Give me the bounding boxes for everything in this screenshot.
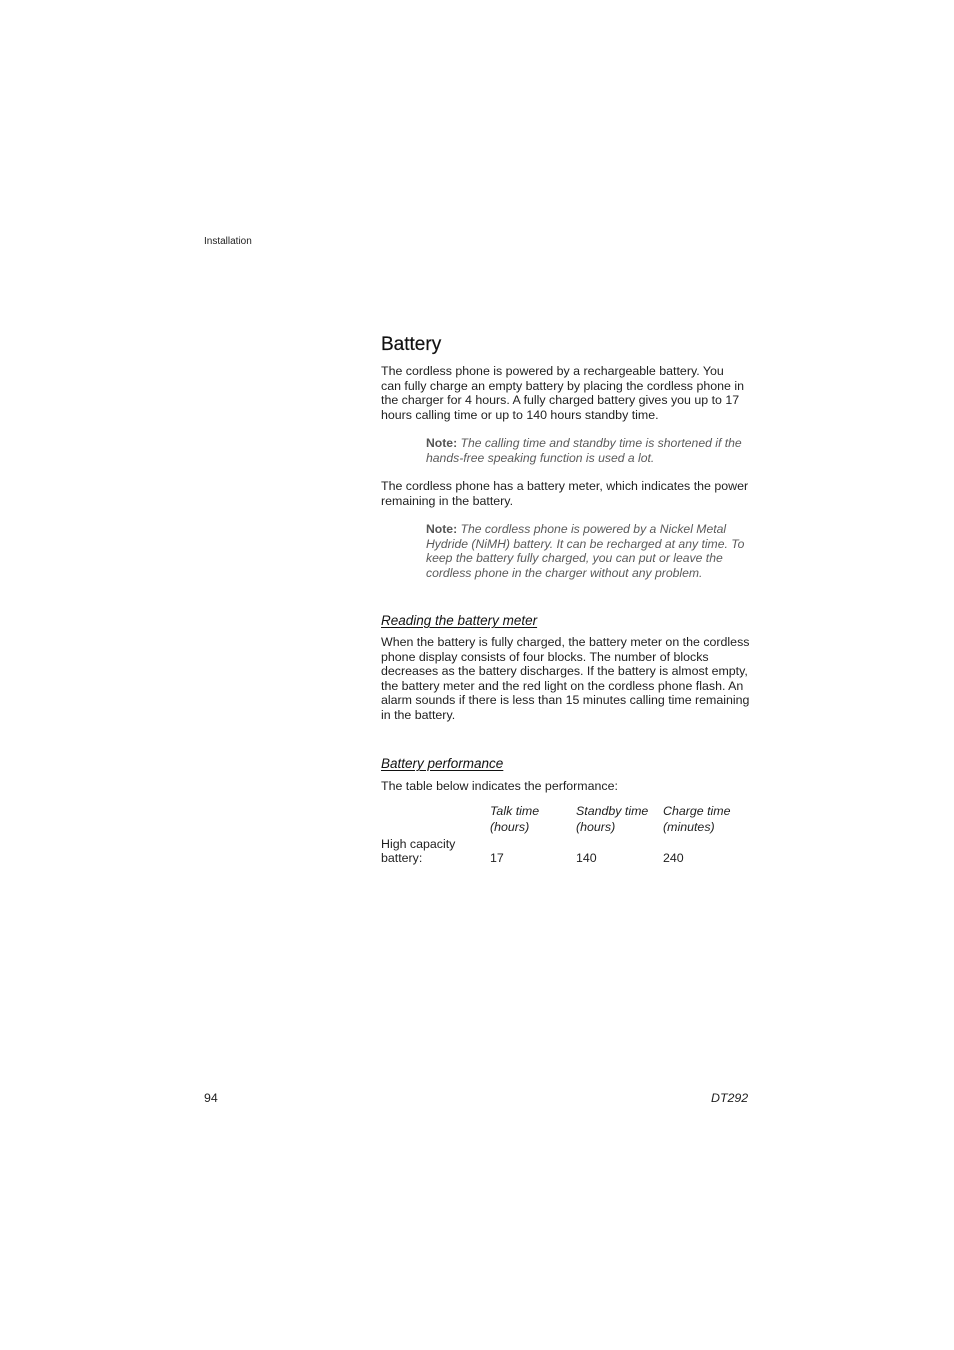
standby-time-value: 140 (576, 851, 597, 865)
note-label: Note: (426, 436, 458, 450)
running-header: Installation (204, 236, 252, 247)
model-name: DT292 (711, 1091, 749, 1105)
note-text: The calling time and standby time is shortened if the hands-free speaking function is used a lot. (426, 436, 742, 465)
note-label: Note: (426, 522, 458, 536)
header-unit: (hours) (490, 819, 530, 834)
intro-paragraph: The cordless phone is powered by a rechargeable battery. You can fully charge an empty battery by placing the cordless phone in the charger for 4 hours. A fully charged battery gives you up to 17 hours calling time or up to 140 hours standby time. (381, 364, 744, 422)
page-title: Battery (381, 334, 442, 355)
note-calling-time (426, 436, 751, 465)
section-heading-reading-meter: Reading the battery meter (381, 613, 538, 628)
row-label-line1: High capacity (381, 836, 456, 851)
column-header-charge-time (663, 803, 731, 835)
note-nimh-battery (426, 522, 751, 580)
row-label-line2: battery: (381, 851, 423, 865)
header-line: Standby time (576, 803, 649, 818)
column-header-talk-time (490, 803, 539, 835)
performance-table (381, 803, 751, 869)
header-unit: (minutes) (663, 819, 715, 834)
table-row (381, 837, 751, 869)
column-header-standby-time (576, 803, 648, 835)
talk-time-value: 17 (490, 851, 504, 865)
table-header-row (381, 803, 751, 835)
row-label (381, 837, 455, 866)
header-unit: (hours) (576, 819, 616, 834)
meter-intro-paragraph: The cordless phone has a battery meter, which indicates the power remaining in the battery. (381, 479, 749, 508)
performance-intro: The table below indicates the performance: (381, 779, 618, 793)
page-number: 94 (204, 1091, 218, 1105)
reading-meter-paragraph: When the battery is fully charged, the battery meter on the cordless phone display consists of four blocks. The number of blocks decreases as the battery discharges. If the battery is almost empty, the battery meter and the red light on the cordless phone flash. An alarm sounds if there is less than 15 minutes calling time remaining in the battery. (381, 635, 750, 722)
main-content (381, 333, 751, 869)
header-line: Charge time (663, 803, 731, 818)
header-line: Talk time (490, 803, 540, 818)
charge-time-value: 240 (663, 851, 684, 865)
note-text: The cordless phone is powered by a Nickel Metal Hydride (NiMH) battery. It can be recharged at any time. To keep the battery fully charged, you can put or leave the cordless phone in the charger without any problem. (426, 522, 745, 580)
section-heading-battery-performance: Battery performance (381, 756, 504, 771)
